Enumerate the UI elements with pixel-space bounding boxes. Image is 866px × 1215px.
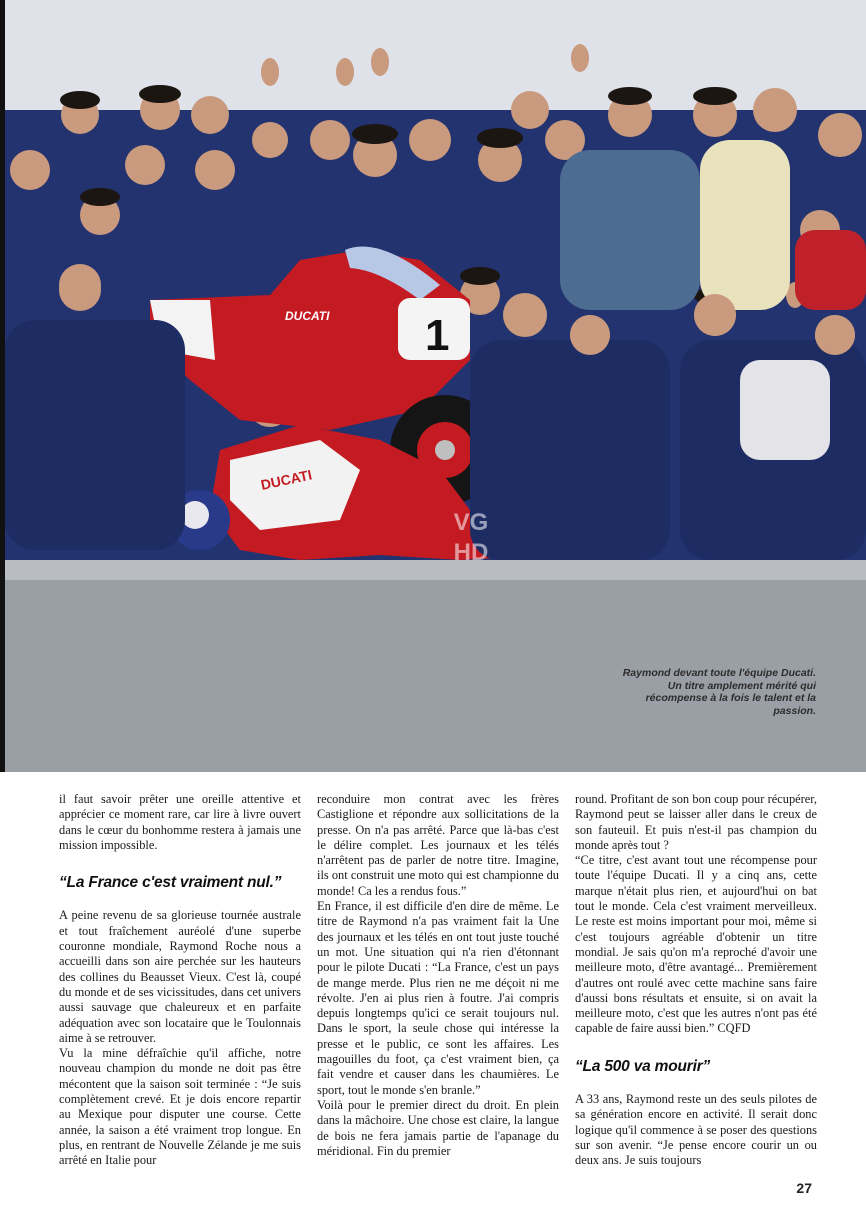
column-1: [59, 792, 301, 1169]
paragraph: A peine revenu de sa glorieuse tournée australe et tout fraîchement auréolé d'une superbe couronne mondiale, Raymond Roche nous a accueilli dans son aire perchée sur les hauteurs des collines du Beausset Vieux. C'est là, coupé du monde et de ses vicissitudes, dans cet univers aussi sauvage que chaleureux et en parfaite adéquation avec son locataire que le Toulonnais aime à se retrouver.: [59, 908, 301, 1045]
svg-text:DUCATI: DUCATI: [259, 466, 314, 493]
photo-caption: Raymond devant toute l'équipe Ducati. Un titre amplement mérité qui récompense à la fois le talent et la passion.: [622, 667, 816, 717]
section-heading: “La 500 va mourir”: [575, 1057, 711, 1075]
svg-text:1: 1: [425, 311, 450, 360]
paragraph: Vu la mine défraîchie qu'il affiche, notre nouveau champion du monde ne doit pas être mécontent que la saison soit terminée : “Je suis complètement crevé. Et je dois encore repartir au Mexique pour disputer une course. Cette année, la saison a été vraiment trop longue. En plus, en rentrant de Nouvelle Zélande je me suis arrêté en Italie pour: [59, 1046, 301, 1168]
paragraph: il faut savoir prêter une oreille attentive et apprécier ce moment rare, car lire à livre ouvert dans le cœur du bonhomme restera à jamais une mission impossible.: [59, 792, 301, 852]
section-heading: “La France c'est vraiment nul.”: [59, 874, 282, 892]
paragraph: A 33 ans, Raymond reste un des seuls pilotes de sa génération encore en activité. Il serait donc logique qu'il commence à se poser des questions sur son avenir. “Je pense encore courir un ou deux ans. Je suis toujours: [575, 1092, 817, 1168]
page-number: 27: [796, 1180, 812, 1196]
paragraph: Voilà pour le premier direct du droit. En plein dans la mâchoire. Une chose est claire, la langue de bois ne fera jamais partie de l'apanage du méridional. Fin du premier: [317, 1097, 559, 1158]
page-edge-rule: [0, 0, 5, 772]
watermark-logo: VG HD: [453, 509, 489, 566]
svg-text:DUCATI: DUCATI: [285, 309, 330, 323]
paragraph: reconduire mon contrat avec les frères Castiglione et répondre aux sollicitations de la presse. On n'a pas arrêté. Parce que là-bas c'est le délire complet. Les journaux et les télés n'arrêtent pas de parler de notre titre. Imagine, ils ont construit une moto qui est championne du monde! Ca les a rendus fous.”: [317, 792, 559, 898]
column-3: [575, 792, 817, 1169]
paragraph: En France, il est difficile d'en dire de même. Le titre de Raymond n'a pas vraiment fait la Une des journaux et les télés en ont tout juste touché un mot. Une situation qui n'a rien d'étonnant pour le pilote Ducati : “La France, c'est un pays de mange merde. Plus rien ne me déçoit ni me révolte. J'en ai plus rien à foutre. J'ai compris depuis longtemps qu'ici ce serait toujours nul. Dans le sport, la seule chose qui intéresse la presse et le public, ce sont les affaires. Les magouilles du foot, ça c'est vraiment bien, ça fait vendre et causer dans les chaumières. Le sport, tout le monde s'en branle.”: [317, 899, 559, 1097]
column-2: [317, 792, 559, 1159]
paragraph: round. Profitant de son bon coup pour récupérer, Raymond peut se laisser aller dans le creux de son fauteuil. Et puis n'est-il pas champion du monde après tout ?: [575, 792, 817, 852]
paragraph: “Ce titre, c'est avant tout une récompense pour toute l'équipe Ducati. Il y a cinq ans, cette marque n'était plus rien, et aujourd'hui on bat tout le monde. Cela c'est vraiment merveilleux. Le reste est moins important pour moi, même si c'est toujours agréable d'obtenir un titre mondial. Je sais qu'on m'a reproché d'avoir une meilleure moto, d'être avantagé... Premièrement d'autres ont roulé avec cette machine sans faire d'aussi bons résultats et ensuite, si on avait la meilleure moto, c'est que les autres n'ont pas été capable de faire aussi bien.” CQFD: [575, 853, 817, 1036]
